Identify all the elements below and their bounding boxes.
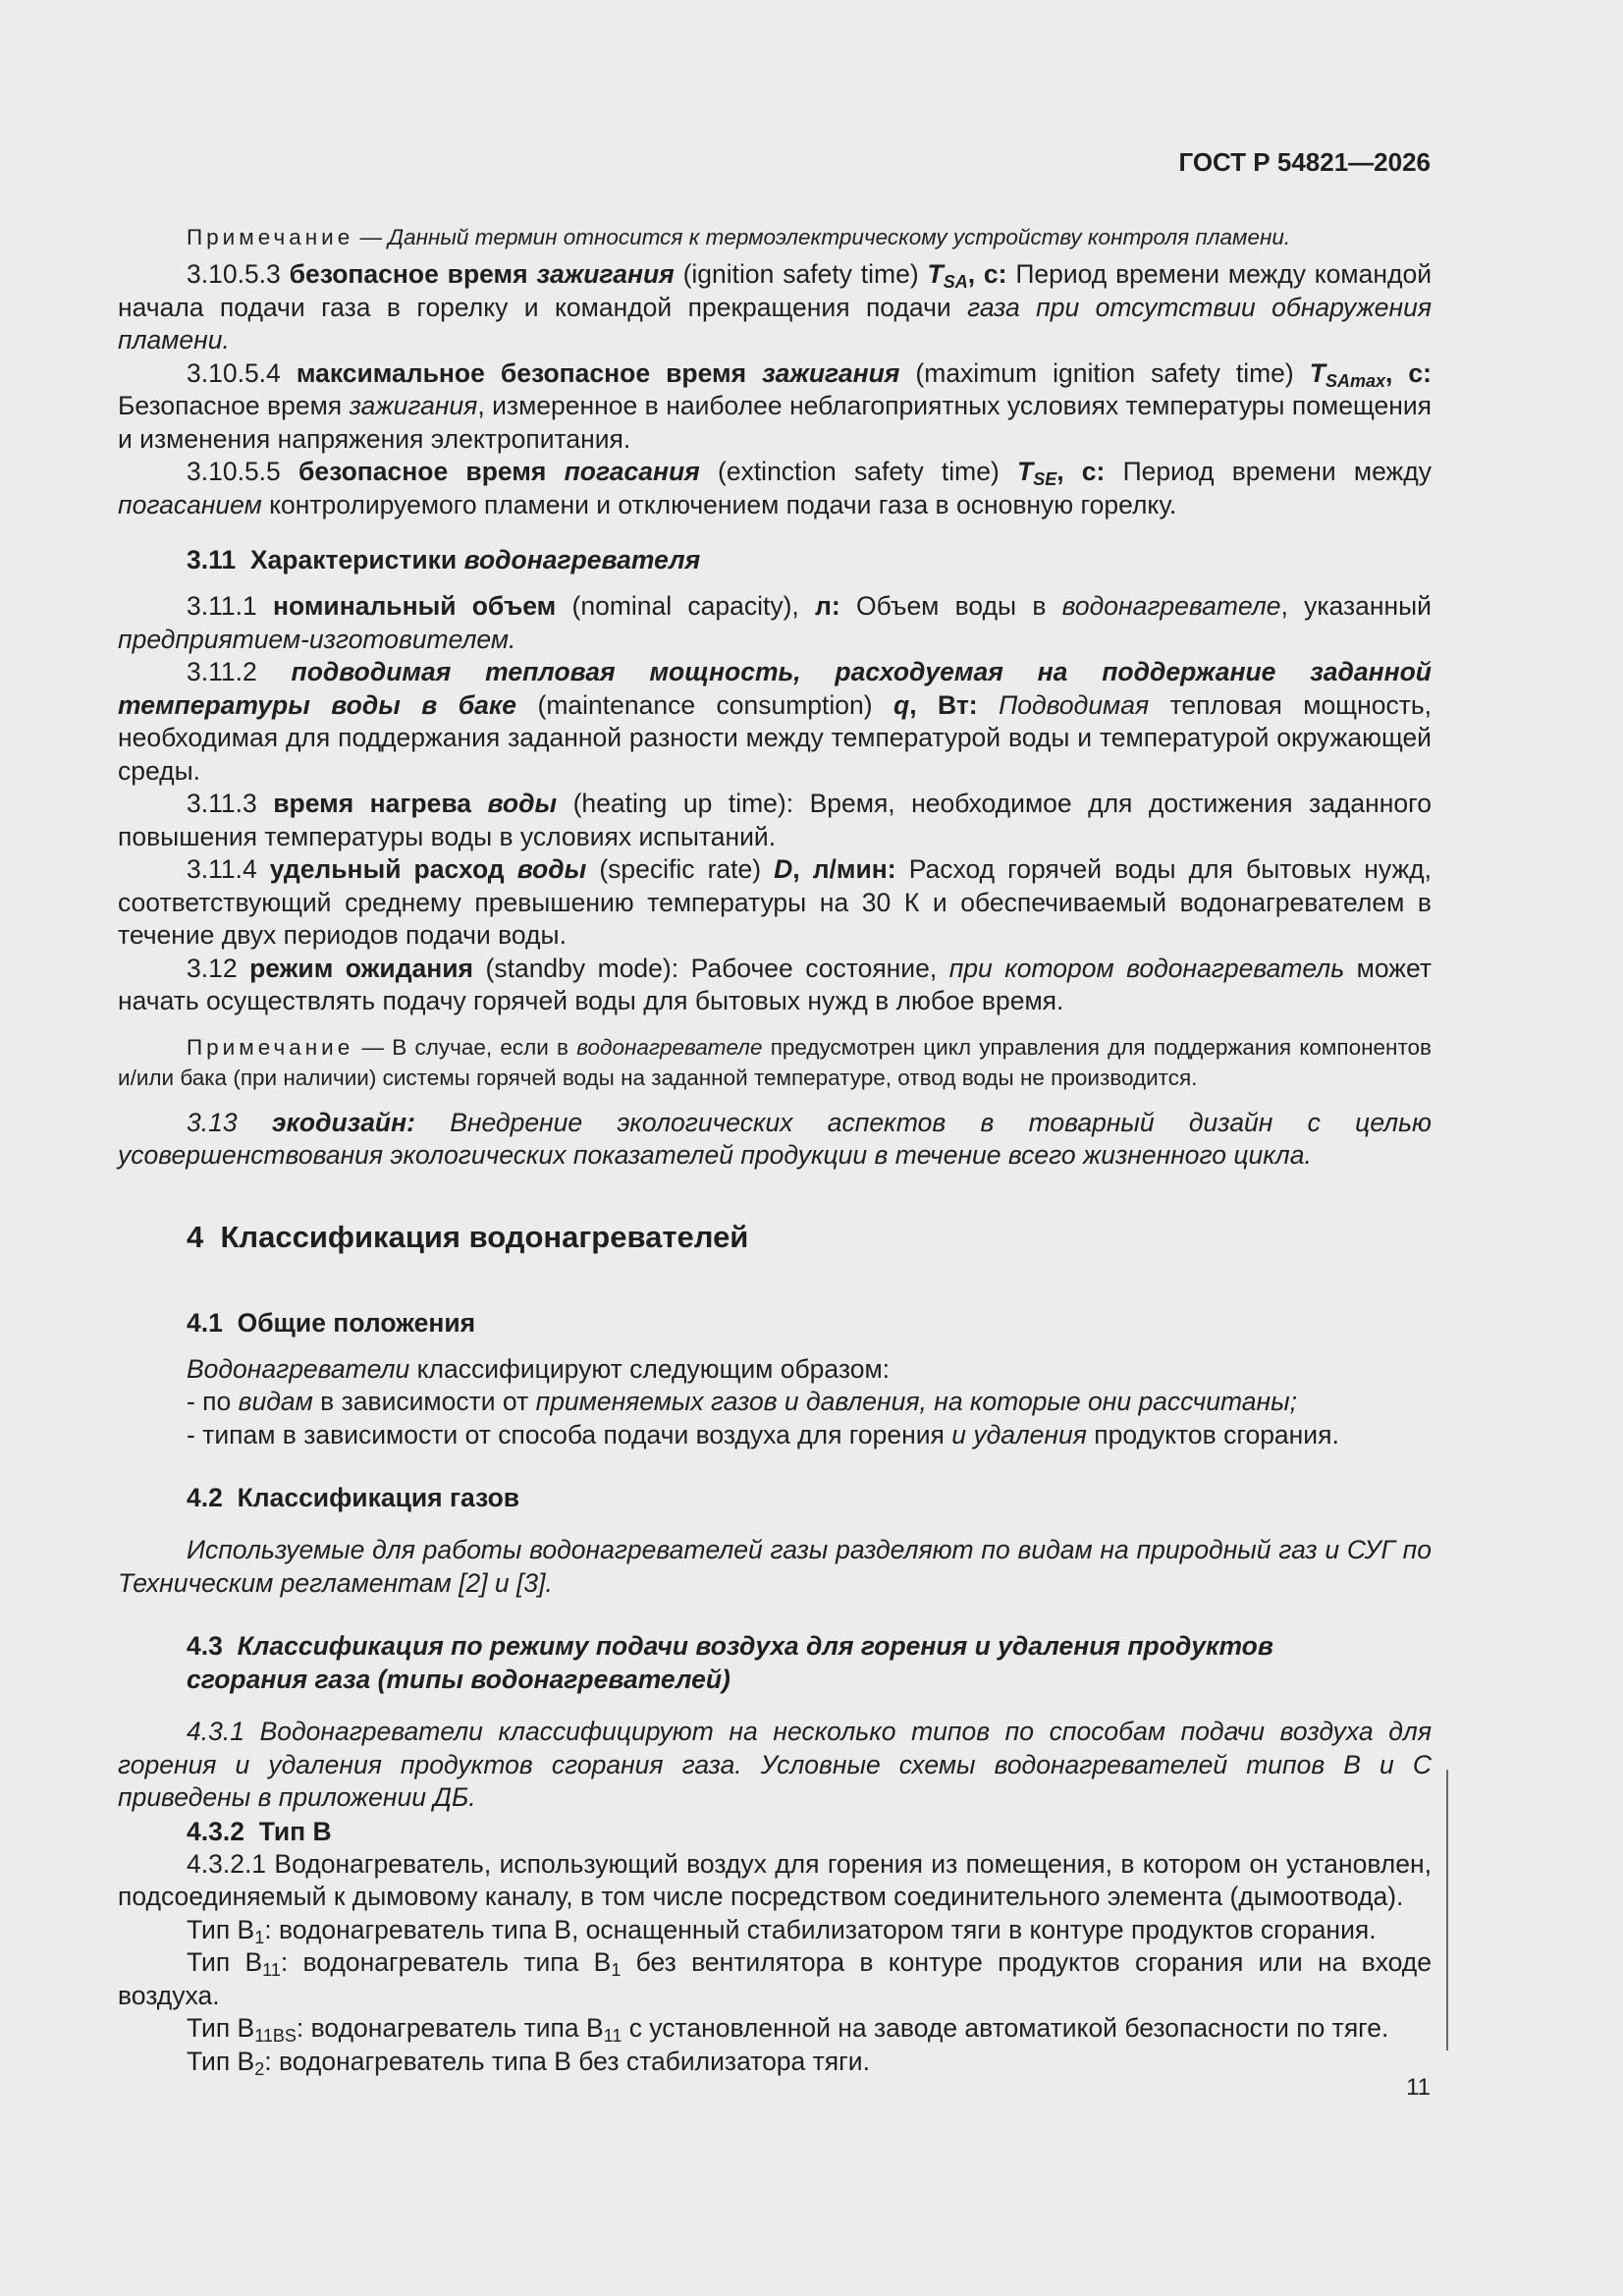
type-description: : водонагреватель типа В [280, 1947, 612, 1977]
type-b11bs [118, 2012, 1432, 2046]
term-definition: Период времени между [1122, 457, 1432, 486]
section-heading-4-3 [118, 1629, 1432, 1696]
term-name-italic: погасания [564, 457, 700, 486]
type-subscript: 11BS [254, 2026, 297, 2046]
clause-number: 3.11.2 [187, 657, 257, 686]
gas-classification-text [118, 1534, 1432, 1600]
term-unit: , с: [1385, 357, 1432, 388]
section-title: Характеристики [249, 545, 458, 574]
term-3-10-5-3 [118, 258, 1432, 357]
clause-number: 3.11.1 [187, 591, 257, 621]
term-english: (extinction safety time) [718, 457, 1000, 486]
term-unit: , с: [1056, 457, 1106, 486]
term-name: удельный расход [269, 854, 505, 884]
term-english: (specific rate) [599, 854, 762, 884]
term-name-italic: экодизайн: [271, 1107, 415, 1137]
list-item-italic-2: применяемых газов и давления, на которые они рассчитаны; [535, 1387, 1297, 1416]
term-english: (ignition safety time) [682, 259, 919, 289]
term-definition: Время, необходимое для достижения заданного повышения температуры воды в условиях испытаний. [118, 789, 1432, 851]
section-heading-3-11 [118, 543, 1432, 576]
term-definition-rest: , указанный [1280, 591, 1432, 621]
term-3-12 [118, 953, 1432, 1018]
term-definition-italic: Внедрение экологических аспектов в товарный дизайн с целью усовершенствования экологических показателей продукции в течение всего жизненного цикла. [118, 1107, 1432, 1170]
note-label: Примечание [187, 1034, 354, 1060]
term-symbol-subscript: SA [943, 272, 968, 292]
section-number: 4.3.2 [187, 1816, 244, 1846]
term-3-13 [118, 1107, 1432, 1173]
gas-classification-italic: Используемые для работы водонагревателей газы разделяют по видам на природный газ и СУГ по Техническим регламентам [2] и [3]. [118, 1535, 1432, 1598]
term-3-10-5-4 [118, 357, 1432, 457]
term-definition-italic: Подводимая [999, 689, 1150, 720]
type-subscript: 1 [254, 1927, 265, 1947]
type-label: Тип В [187, 1914, 255, 1944]
term-name: время нагрева [273, 789, 472, 818]
term-name: безопасное время [298, 457, 547, 486]
list-item-italic: видам [238, 1387, 313, 1416]
term-english: (standby mode): [485, 953, 679, 983]
type-description-rest: без вентилятора в контуре продуктов сгорания или на входе воздуха. [118, 1947, 1433, 2010]
clause-4-3-2-1 [118, 1848, 1432, 1914]
term-symbol-subscript: SE [1033, 469, 1057, 489]
term-symbol: q [893, 689, 910, 720]
note-label: Примечание [187, 225, 354, 249]
term-definition: тепловая мощность, необходимая для поддержания заданной разности между температурой воды и температурой окружающей среды. [118, 689, 1432, 786]
type-description-rest: с установленной на заводе автоматикой безопасности по тяге. [622, 2013, 1389, 2043]
term-name-italic: воды [487, 789, 558, 818]
note-dash: — [353, 1034, 393, 1060]
term-definition: Период времени между командой начала подачи газа в горелку и командой прекращения подачи [118, 259, 1433, 322]
term-definition-italic-2: предприятием-изготовителем. [118, 624, 516, 654]
term-english: (maximum ignition safety time) [915, 357, 1294, 388]
type-b11 [118, 1946, 1432, 2012]
list-item [118, 1386, 1432, 1419]
term-3-11-4 [118, 853, 1432, 953]
term-symbol-subscript: SAmax [1325, 370, 1386, 391]
term-english: (nominal capacity), [571, 591, 799, 621]
term-definition-rest: контролируемого пламени и отключением подачи газа в основную горелку. [269, 489, 1177, 519]
term-name-italic: зажигания [762, 357, 900, 388]
section-title: Общие положения [237, 1307, 476, 1338]
intro-italic: Водонагреватели [187, 1353, 410, 1384]
list-item-text: - типам в зависимости от способа подачи воздуха для горения [187, 1419, 945, 1449]
intro-text: классифицируют следующим образом: [416, 1353, 891, 1384]
note-text: В случае, если в [392, 1034, 568, 1060]
term-definition-rest: , измеренное в наиболее неблагоприятных условиях температуры помещения и изменения напряжения электропитания. [118, 391, 1432, 454]
type-subscript: 11 [262, 1960, 281, 1980]
list-item-text: - по [187, 1387, 232, 1416]
term-name: максимальное безопасное время [296, 357, 747, 388]
type-description: : водонагреватель типа В [296, 2013, 604, 2043]
term-definition: Расход горячей воды для бытовых нужд, соответствующий среднему превышению температуры на 30 К и обеспечиваемый водонагревателем в течение двух периодов подачи воды. [118, 854, 1432, 950]
list-item [118, 1419, 1432, 1452]
page-number: 11 [1406, 2074, 1431, 2101]
clause-number: 4.3.1 [187, 1717, 244, 1746]
section-title-italic: Классификация по режиму подачи воздуха для горения и удаления продуктов сгорания газа (типы водонагревателей) [187, 1631, 1273, 1694]
list-item-text-2: продуктов сгорания. [1094, 1419, 1339, 1449]
type-b2 [118, 2046, 1432, 2079]
page-body [118, 222, 1432, 2078]
term-definition: Объем воды в [855, 591, 1047, 621]
clause-number: 3.12 [187, 953, 238, 983]
type-label: Тип В [187, 1947, 263, 1977]
note-paragraph-2 [118, 1032, 1432, 1093]
type-subscript-2: 11 [603, 2026, 622, 2046]
section-heading-4 [118, 1218, 1432, 1257]
type-b1 [118, 1914, 1432, 1947]
term-definition-italic: погасанием [118, 489, 262, 519]
clause-number: 3.10.5.3 [187, 259, 281, 289]
type-subscript: 2 [254, 2058, 265, 2079]
clause-text: Водонагреватель, использующий воздух для горения из помещения, в котором он установлен, подсоединяемый к дымовому каналу, в том числе посредством соединительного элемента (дымоотвода). [118, 1848, 1432, 1911]
term-definition-italic: газа при отсутствии обнаружения пламени. [118, 292, 1432, 355]
term-unit: , Вт: [909, 689, 978, 720]
term-3-11-2 [118, 656, 1432, 788]
note-text: Данный термин относится к термоэлектрическому устройству контроля пламени. [388, 225, 1291, 249]
term-3-11-1 [118, 590, 1432, 656]
term-definition-italic: при котором водонагреватель [948, 953, 1345, 983]
note-text-rest: предусмотрен цикл управления для поддержания компонентов и/или бака (при наличии) системы горячей воды на заданной температуре, отвод воды не производится. [118, 1034, 1432, 1090]
clause-number: 3.10.5.4 [187, 357, 281, 388]
term-symbol: T [927, 259, 944, 289]
term-english: (maintenance consumption) [537, 689, 873, 720]
classification-intro [118, 1353, 1432, 1387]
note-text-italic: водонагревателе [576, 1034, 763, 1060]
term-definition: Рабочее состояние, [690, 953, 938, 983]
list-item-text-2: в зависимости от [320, 1387, 529, 1416]
term-definition-italic: зажигания [349, 391, 478, 420]
clause-number: 3.11.3 [187, 789, 257, 818]
type-subscript-2: 1 [611, 1960, 622, 1980]
section-title: Классификация газов [237, 1483, 520, 1512]
clause-number: 3.13 [187, 1107, 238, 1137]
term-name-italic: воды [516, 854, 587, 884]
term-definition-italic: водонагревателе [1061, 591, 1281, 621]
section-number: 3.11 [187, 545, 237, 574]
clause-number: 3.10.5.5 [187, 457, 281, 486]
section-heading-4-3-2 [118, 1815, 1432, 1848]
term-name: номинальный объем [272, 591, 557, 621]
term-name-italic: зажигания [536, 259, 675, 289]
term-3-11-3 [118, 788, 1432, 853]
change-bar [1446, 1770, 1448, 2050]
term-symbol: T [1309, 357, 1325, 388]
section-title: Классификация водонагревателей [220, 1219, 749, 1254]
term-unit: л: [815, 591, 840, 621]
note-dash: — [353, 225, 389, 249]
section-title: Тип В [258, 1816, 332, 1846]
term-symbol: T [1017, 457, 1034, 486]
clause-number: 3.11.4 [187, 854, 257, 884]
section-title-italic: водонагревателя [463, 545, 701, 574]
term-definition: Безопасное время [118, 391, 343, 420]
section-heading-4-1 [118, 1306, 1432, 1339]
clause-text-italic: Водонагреватели классифицируют на несколько типов по способам подачи воздуха для горения и удаления продуктов сгорания газа. Условные схемы водонагревателей типов В и С приведены в приложении ДБ. [118, 1717, 1433, 1812]
section-number: 4.1 [187, 1307, 223, 1338]
type-description: : водонагреватель типа В без стабилизатора тяги. [264, 2046, 870, 2076]
term-unit: , л/мин: [792, 854, 896, 884]
term-english: (heating up time): [572, 789, 794, 818]
type-description: : водонагреватель типа В, оснащенный стабилизатором тяги в контуре продуктов сгорания. [264, 1914, 1377, 1944]
standard-code: ГОСТ Р 54821—2026 [1178, 147, 1431, 177]
clause-number: 4.3.2.1 [187, 1848, 267, 1879]
type-label: Тип В [187, 2046, 255, 2076]
term-unit: , с: [967, 259, 1007, 289]
term-name: безопасное время [289, 259, 528, 289]
list-item-italic: и удаления [951, 1419, 1087, 1449]
section-number: 4.2 [187, 1483, 223, 1512]
term-definition-rest: может начать осуществлять подачу горячей воды для бытовых нужд в любое время. [118, 953, 1433, 1015]
term-3-10-5-5 [118, 456, 1432, 521]
term-name-italic: подводимая тепловая мощность, расходуемая на поддержание заданной температуры воды в баке [118, 657, 1432, 720]
term-symbol: D [774, 854, 793, 884]
section-heading-4-2 [118, 1481, 1432, 1514]
clause-4-3-1 [118, 1716, 1432, 1815]
type-label: Тип В [187, 2013, 255, 2043]
section-number: 4.3 [187, 1631, 223, 1661]
section-number: 4 [187, 1219, 204, 1254]
note-paragraph [118, 222, 1432, 252]
term-name: режим ожидания [249, 953, 474, 983]
